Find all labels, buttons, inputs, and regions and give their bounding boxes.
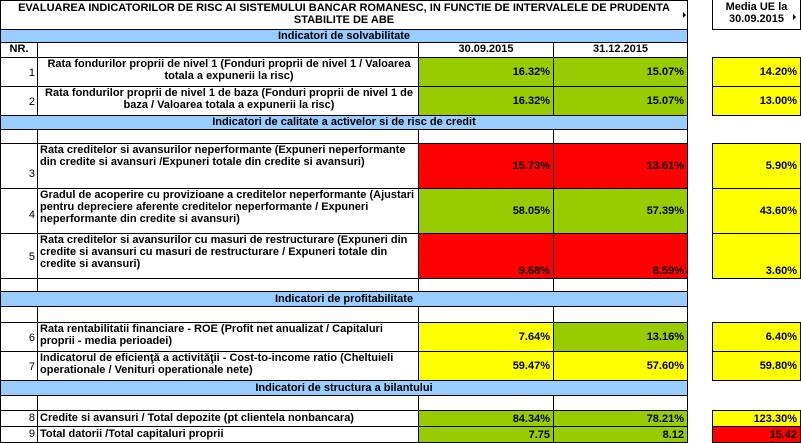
row-9-value-q3[interactable] [418,426,554,443]
spacer-row-label[interactable] [37,306,419,323]
value-text: 13.61% [646,160,684,172]
row-4-eu-value[interactable] [712,188,801,234]
value-text: 84.34% [512,412,550,425]
row-1-value-q3[interactable] [418,57,554,87]
row-9-value-q4[interactable] [553,426,688,443]
value-text: 123.30% [753,412,797,425]
value-text: 59.80% [759,360,797,372]
value-text: 43.60% [759,205,797,217]
row-1-value-q4[interactable] [553,57,688,87]
spacer-row-nr[interactable] [0,306,38,323]
section-solvabilitate[interactable] [0,29,688,43]
section-calitate-active-text: Indicatori de calitate a activelor si de risc de credit [212,116,476,128]
value-text: 15.07% [646,95,684,107]
col-header-2015q3[interactable] [418,42,554,58]
row-5-label[interactable] [37,233,419,279]
dropdown-arrow-icon [793,14,796,20]
row-4-nr[interactable] [0,188,38,234]
row-4-label[interactable] [37,188,419,234]
row-7-nr[interactable] [0,351,38,381]
eu-header[interactable] [712,0,801,30]
row-4-value-q3[interactable] [418,188,554,234]
row-nr-text: 9 [28,428,35,440]
value-text: 8.59% [652,265,684,277]
row-3-value-q4[interactable] [553,143,688,189]
row-7-value-q4[interactable] [553,351,688,381]
section-calitate-active[interactable] [0,115,688,130]
row-8-nr[interactable] [0,410,38,427]
value-text: 9.68% [518,265,550,277]
row-4-value-q4[interactable] [553,188,688,234]
row-nr-text: 1 [28,67,35,79]
row-1-eu-value[interactable] [712,57,801,87]
spacer-row-q3[interactable] [418,129,554,144]
row-label-text: Gradul de acoperire cu provizioane a creditelor neperformante (Ajustari pentru depreciere aferente creditelor neperformante / Expuneri neperformante din credite si avansuri) [40,189,415,225]
row-6-nr[interactable] [0,322,38,352]
spacer-row-q4[interactable] [553,395,688,411]
spacer-row-label[interactable] [37,278,419,292]
row-label-text: Rata fondurilor proprii de nivel 1 de baza (Fonduri proprii de nivel 1 de baza / Valoarea totala a expunerii la risc) [45,87,413,111]
row-7-eu-value[interactable] [712,351,801,381]
value-text: 57.39% [646,205,684,217]
spacer-row-q3[interactable] [418,395,554,411]
spacer-row-label[interactable] [37,129,419,144]
section-solvabilitate-text: Indicatori de solvabilitate [277,30,411,42]
row-1-label[interactable] [37,57,419,87]
row-3-eu-value[interactable] [712,143,801,189]
section-structura-bilant-text: Indicatori de structura a bilantului [255,382,433,394]
row-9-nr[interactable] [0,426,38,443]
spacer-row-nr[interactable] [0,278,38,292]
row-5-eu-value[interactable] [712,233,801,279]
spacer-row-q4[interactable] [553,306,688,323]
spacer-row-nr[interactable] [0,395,38,411]
label-header[interactable] [37,42,419,58]
value-text: 58.05% [512,205,550,217]
row-nr-text: 2 [28,96,35,108]
row-nr-text: 5 [28,251,35,263]
col-header-2015q4-text: 31.12.2015 [592,43,649,55]
row-label-text: Indicatorul de eficienţă a activităţii - Cost-to-income ratio (Cheltuieli operationale / Venituri operationale nete) [40,352,394,376]
row-6-eu-value[interactable] [712,322,801,352]
value-text: 7.75 [528,428,550,441]
value-text: 57.60% [646,360,684,372]
table-title-text: EVALUAREA INDICATORILOR DE RISC AI SISTEMULUI BANCAR ROMANESC, IN FUNCTIE DE INTERVALELE DE PRUDENTA STABILITE DE ABE [18,2,670,26]
value-text: 8.12 [662,428,684,441]
row-2-nr[interactable] [0,86,38,116]
value-text: 15.42 [769,428,797,441]
row-label-text: Rata creditelor si avansurilor neperformante (Expuneri neperformante din credite si avansuri /Expuneri totale din credite si avansuri) [40,144,406,168]
section-profitabilitate-text: Indicatori de profitabilitate [274,293,414,305]
row-1-nr[interactable] [0,57,38,87]
row-5-value-q3[interactable] [418,233,554,279]
value-text: 13.00% [759,95,797,107]
row-nr-text: 4 [28,209,35,221]
nr-header[interactable] [0,42,38,58]
row-8-value-q4[interactable] [553,410,688,427]
row-8-label[interactable] [37,410,419,427]
value-text: 16.32% [512,95,550,107]
value-text: 14.20% [759,66,797,78]
dropdown-arrow-icon [683,12,686,18]
row-8-eu-value[interactable] [712,410,801,427]
value-text: 78.21% [646,412,684,425]
value-text: 59.47% [512,360,550,372]
row-label-text: Rata fondurilor proprii de nivel 1 (Fonduri proprii de nivel 1 / Valoarea totala a expunerii la risc) [47,58,411,82]
row-9-label[interactable] [37,426,419,443]
spacer-row-q4[interactable] [553,129,688,144]
table-title[interactable] [0,0,688,30]
spacer-row-q3[interactable] [418,306,554,323]
spacer-row-nr[interactable] [0,129,38,144]
row-label-text: Credite si avansuri / Total depozite (pt clientela nonbancara) [40,412,354,424]
row-nr-text: 8 [28,412,35,424]
row-2-eu-value[interactable] [712,86,801,116]
value-text: 6.40% [765,331,797,343]
eu-header-text: Media UE la 30.09.2015 [725,1,788,25]
row-3-value-q3[interactable] [418,143,554,189]
row-5-nr[interactable] [0,233,38,279]
value-text: 5.90% [765,160,797,172]
row-label-text: Total datorii /Total capitaluri proprii [40,428,224,440]
row-6-value-q4[interactable] [553,322,688,352]
row-7-label[interactable] [37,351,419,381]
row-2-value-q4[interactable] [553,86,688,116]
value-text: 3.60% [765,265,797,277]
spacer-row-label[interactable] [37,395,419,411]
value-text: 13.16% [646,331,684,343]
row-3-nr[interactable] [0,143,38,189]
col-header-2015q4[interactable] [553,42,688,58]
spacer-row-q4[interactable] [553,278,688,292]
section-profitabilitate[interactable] [0,291,688,307]
row-nr-text: 3 [28,168,35,180]
row-2-label[interactable] [37,86,419,116]
spacer-row-q3[interactable] [418,278,554,292]
row-5-value-q4[interactable] [553,233,688,279]
value-text: 15.73% [512,160,550,172]
nr-header-text: NR. [9,43,29,55]
value-text: 7.64% [518,331,550,343]
row-6-value-q3[interactable] [418,322,554,352]
value-text: 16.32% [512,66,550,78]
row-6-label[interactable] [37,322,419,352]
row-label-text: Rata rentabilitatii financiare - ROE (Profit net anualizat / Capitaluri proprii - media perioadei) [40,323,383,347]
col-header-2015q3-text: 30.09.2015 [458,43,514,55]
row-2-value-q3[interactable] [418,86,554,116]
row-nr-text: 7 [28,361,35,373]
row-9-eu-value[interactable] [712,426,801,443]
value-text: 15.07% [646,66,684,78]
row-3-label[interactable] [37,143,419,189]
section-structura-bilant[interactable] [0,380,688,396]
row-7-value-q3[interactable] [418,351,554,381]
row-nr-text: 6 [28,332,35,344]
row-8-value-q3[interactable] [418,410,554,427]
row-label-text: Rata creditelor si avansurilor cu masuri de restructurare (Expuneri din credite si avansuri cu masuri de restructurare / Expuneri totale din credite si avansuri) [40,234,408,270]
